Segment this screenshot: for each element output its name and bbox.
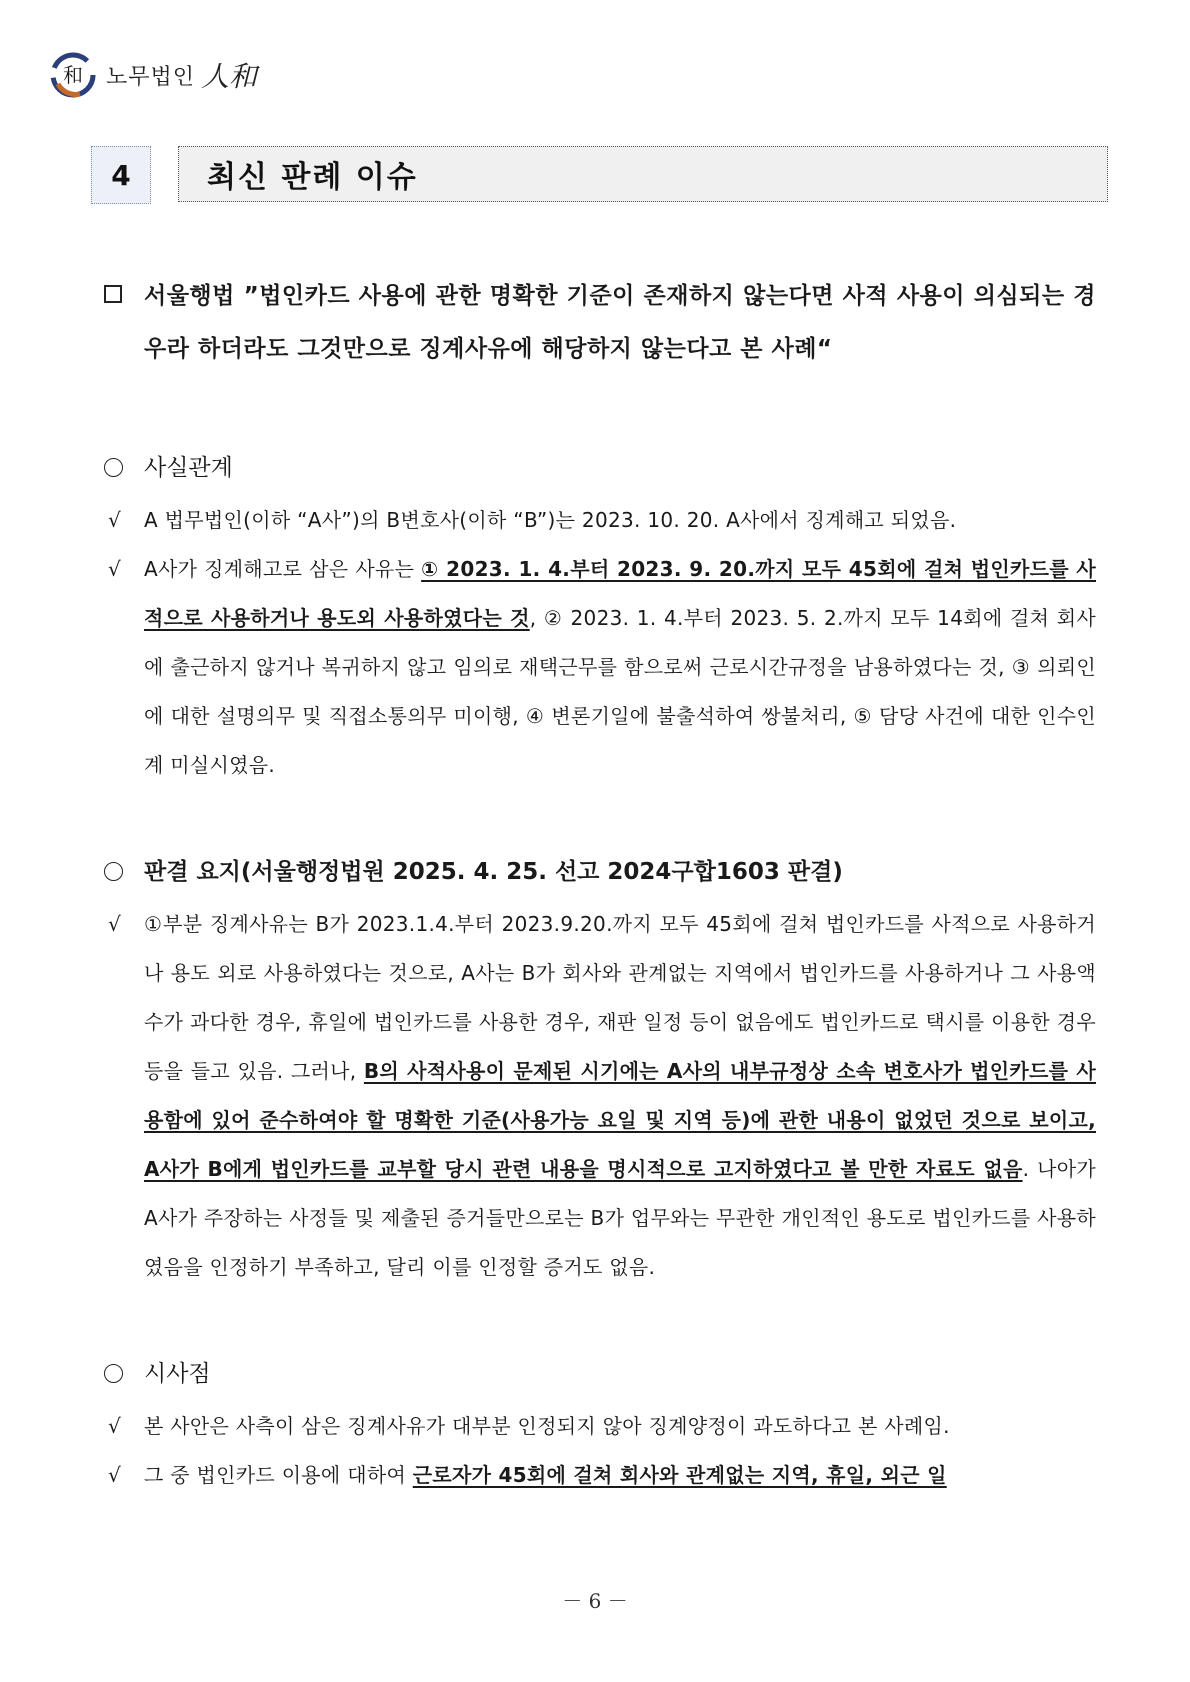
facts-item-emphasis: ① 2023. 1. 4.부터 2023. 9. 20.까지 모두 45회에 걸쳐 법인카드를 사적으로 사용하거나 용도외 사용하였다는 것 xyxy=(144,557,1096,630)
implications-item-emphasis: 근로자가 45회에 걸쳐 회사와 관계없는 지역, 휴일, 외근 일 xyxy=(412,1463,947,1487)
circle-bullet-icon xyxy=(104,458,123,477)
check-mark-icon: √ xyxy=(108,1463,122,1487)
ruling-item-text: . 나아가 A사가 주장하는 사정들 및 제출된 증거들만으로는 B가 업무와는 무관한 개인적인 용도로 법인카드를 사용하였음을 인정하기 부족하고, 달리 이를 인정할 증거도 없음. xyxy=(144,1157,1096,1279)
check-mark-icon: √ xyxy=(108,1414,122,1438)
facts-item xyxy=(104,545,1096,790)
facts-heading xyxy=(104,448,1096,488)
implications-item-text: 그 중 법인카드 이용에 대하여 xyxy=(144,1463,413,1487)
facts-item-text: A사가 징계해고로 삼은 사유는 xyxy=(144,557,422,581)
facts-item-text: , ② 2023. 1. 4.부터 2023. 5. 2.까지 모두 14회에 걸쳐 회사에 출근하지 않거나 복귀하지 않고 임의로 재택근무를 함으로써 근로시간규정을 남용하였다는 것, ③ 의뢰인에 대한 설명의무 및 직접소통의무 미이행, ④ 변론기일에 불출석하여 쌍불처리, ⑤ 담당 사건에 대한 인수인계 미실시였음. xyxy=(144,606,1096,777)
circle-bullet-icon xyxy=(104,1364,123,1383)
org-hanja: 人和 xyxy=(201,60,258,93)
ruling-item-emphasis: B의 사적사용이 문제된 시기에는 A사의 내부규정상 소속 변호사가 법인카드를 사용함에 있어 준수하여야 할 명확한 기준(사용가능 요일 및 지역 등)에 관한 내용이 없었던 것으로 보이고, A사가 B에게 법인카드를 교부할 당시 관련 내용을 명시적으로 고지하였다고 볼 만한 자료도 없음 xyxy=(144,1059,1096,1181)
page-body xyxy=(104,270,1096,1500)
facts-heading-text: 사실관계 xyxy=(144,455,233,481)
circle-bullet-icon xyxy=(104,862,123,881)
check-mark-icon: √ xyxy=(108,557,122,581)
ruling-heading xyxy=(104,852,1096,892)
org-name: 노무법인 xyxy=(106,64,196,90)
square-bullet-icon xyxy=(104,285,122,303)
section-title: 최신 판례 이슈 xyxy=(178,146,1108,202)
check-mark-icon: √ xyxy=(108,912,122,936)
implications-item-text: 본 사안은 사측이 삼은 징계사유가 대부분 인정되지 않아 징계양정이 과도하다고 본 사례임. xyxy=(144,1414,950,1438)
check-mark-icon: √ xyxy=(108,508,122,532)
case-title xyxy=(104,270,1096,376)
facts-item xyxy=(104,496,1096,545)
ruling-item xyxy=(104,900,1096,1292)
ruling-heading-text: 판결 요지(서울행정법원 2025. 4. 25. 선고 2024구합1603 판결) xyxy=(144,859,843,885)
logo-emblem-icon xyxy=(50,52,96,98)
facts-item-text: A 법무법인(이하 “A사”)의 B변호사(이하 “B”)는 2023. 10. 20. A사에서 징계해고 되었음. xyxy=(144,508,957,532)
page-number: － 6 － xyxy=(562,1589,628,1613)
case-title-text: 서울행법 ”법인카드 사용에 관한 명확한 기준이 존재하지 않는다면 사적 사용이 의심되는 경우라 하더라도 그것만으로 징계사유에 해당하지 않는다고 본 사례“ xyxy=(144,283,1096,362)
logo-char: 和 xyxy=(63,63,83,87)
implications-heading xyxy=(104,1354,1096,1394)
ruling-item-text: ①부분 징계사유는 B가 2023.1.4.부터 2023.9.20.까지 모두 45회에 걸쳐 법인카드를 사적으로 사용하거나 용도 외로 사용하였다는 것으로, A사는 B가 회사와 관계없는 지역에서 법인카드를 사용하거나 그 사용액수가 과다한 경우, 휴일에 법인카드를 사용한 경우, 재판 일정 등이 없음에도 법인카드로 택시를 이용한 경우 등을 들고 있음. 그러나, xyxy=(144,912,1096,1083)
section-number: 4 xyxy=(91,146,151,204)
implications-item xyxy=(104,1451,1096,1500)
company-logo xyxy=(50,52,257,98)
implications-heading-text: 시사점 xyxy=(144,1361,211,1387)
implications-item xyxy=(104,1402,1096,1451)
